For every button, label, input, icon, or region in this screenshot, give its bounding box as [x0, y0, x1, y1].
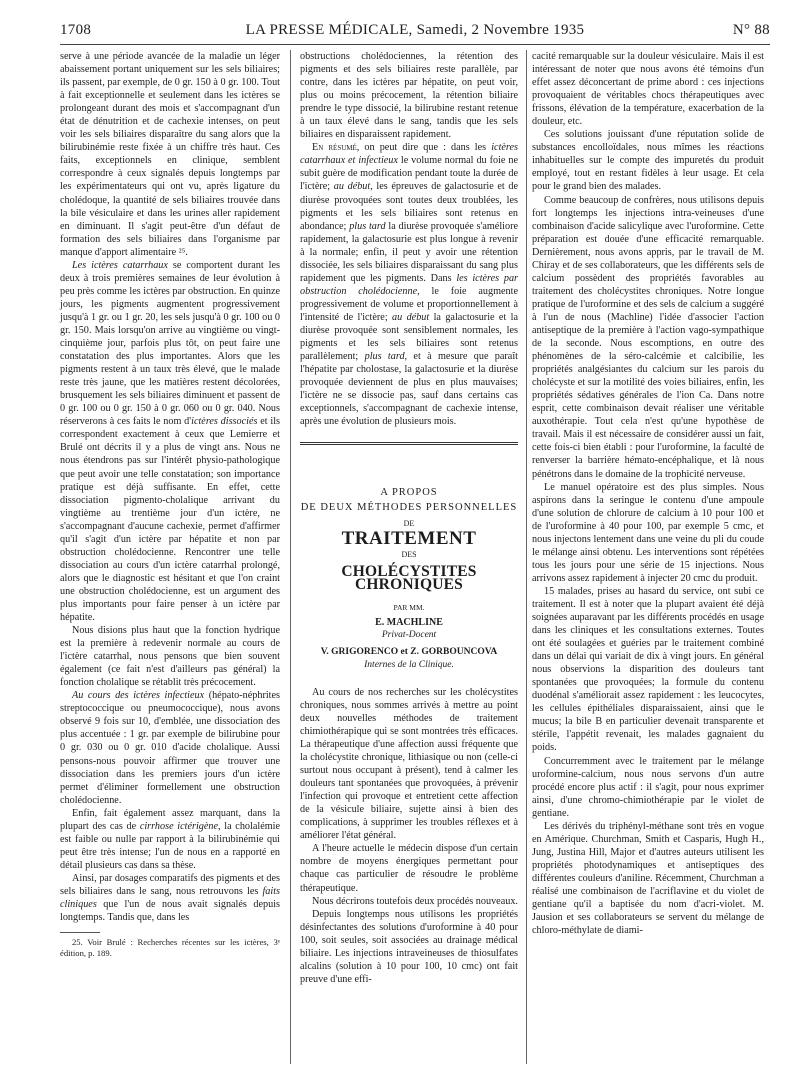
paragraph: 15 malades, prises au hasard du service, ont subi ce traitement. Il est à noter que la plupart avaient été déjà soignées auparavant par les différents procédés en usage dans les cliniques et les consultations externes. Toutes ont été soulagées et guéries par le traitement combiné dans un délai qui variait de dix à vingt jours. En général nous observions la disparition des douleurs tant spontanées que provoquées; la formule du contenu duodénal s'améliorait assez rapidement : les leucocytes, les cellules épithéliales disparaissaient, ainsi que le mucus; la bile B en particulier devenait transparente et stérile, l'appétit revenait, les malades gagnaient du poids. [532, 585, 764, 754]
journal-title: LA PRESSE MÉDICALE, Samedi, 2 Novembre 1935 [245, 22, 585, 38]
emphasis: ictères dissociés [191, 416, 258, 428]
footnote-rule [60, 932, 100, 933]
paragraph: obstructions cholédociennes, la rétention des pigments et des sels biliaires reste parallèle, par contre, dans les ictères par hépatite, on peut voir, plus ou moins précocement, la rétention biliaire prendre le type dissocié, la bilirubine restant retenue à un taux élevé dans le sang, tandis que les sels biliaires en disparaissent rapidement. [300, 51, 518, 141]
author-affiliation: Internes de la Clinique. [364, 659, 454, 670]
paragraph: Enfin, fait également assez marquant, dans la plupart des cas de cirrhose ictérigène, la cholalémie est faible ou nulle par rapport à la bilirubinémie qui peut être très intense; l'un de nous en a rapporté en détail plusieurs cas dans sa thèse. [60, 807, 280, 871]
title-kicker: A PROPOS [380, 487, 438, 499]
column-3 [532, 50, 764, 937]
page-header [60, 22, 770, 42]
paragraph: Au cours de nos recherches sur les cholécystites chroniques, nous sommes arrivés à mettre au point deux nouvelles méthodes de traitement chimiothérapique qui se sont montrées très efficaces. La thérapeutique d'une affection aussi fréquente que la cholécystite chronique, lithiasique ou non (celle-ci surtout nous occupant à présent), tend à calmer les douleurs tant spontanées que provoquées, à prévenir l'infection qui provoque et entretient cette affection de la vésicule biliaire, sujette ainsi à bien des complications, à supprimer les troubles réflexes et à améliorer l'état général. [300, 686, 518, 842]
header-rule [60, 44, 770, 45]
column-2 [300, 50, 518, 986]
emphasis: Au cours des ictères infectieux [72, 690, 205, 702]
issue-number: N° 88 [732, 22, 770, 38]
page-number: 1708 [60, 22, 92, 38]
article-title-block [300, 442, 518, 671]
byline-intro: PAR MM. [393, 602, 425, 612]
title-kicker-line2: DE DEUX MÉTHODES PERSONNELLES [300, 502, 518, 514]
column-divider [290, 50, 291, 1064]
paragraph: Le manuel opératoire est des plus simples. Nous aspirons dans la seringue le contenu d'une ampoule d'une solution de chlorure de calcium à 10 pour 100 et de l'uroformine à 40 pour 100, par exemple 5 cmc, et nous injectons lentement dans une veine du pli du coude le mélange ainsi obtenu. Les interventions sont répétées tous les jours pour une série de 15 injections. Nous arrivons assez rapidement à injecter 20 cmc du produit. [532, 481, 764, 584]
column-divider [526, 50, 527, 1064]
author-name: E. MACHLINE [375, 616, 443, 628]
article-title-subject: CHOLÉCYSTITES CHRONIQUES [341, 562, 477, 593]
paragraph: Les ictères catarrhaux se comportent durant les deux à trois premières semaines de leur évolution à peu près comme les ictères par obstruction. En quinze jours, les pigments augmentent progressivement jusqu'à 1 gr. ou 1 gr. 20, les sels jusqu'à 0 gr. 100 ou 0 gr. 150. Mais lorsqu'on arrive au vingtième ou vingt-cinquième jour, parfois plus tôt, on peut faire une constatation des plus importantes. Alors que les pigments restent à un taux très élevé, que le malade reste très jaune, que les matières restent décolorées, brusquement les sels biliaires diminuent et passent de 0 gr. 100 ou 0 gr. 150 à 0 gr. 060 ou 0 gr. 040. Nous réserverons à ces faits le nom d'ictères dissociés et ils correspondent exactement à ceux que Lemierre et Brulé ont décrits il y a plus de vingt ans. Nous ne nous étendrons pas sur l'intérêt physio-pathologique que peut avoir une telle constatation; son importance pratique est déjà suffisante. En effet, cette dissociation pigmento-cholalique arrivant du vingtième au trentième jour d'un ictère, ne s'accompagnant d'aucune cachexie, permet d'affirmer qu'il s'agit d'un ictère par hépatite et non par obstruction cholédocienne. Rencontrer une telle dissociation au cours d'un ictère catarrhal prolongé, alors que le diagnostic est hésitant et que l'on craint une obstruction cholédocienne, est un argument des plus importants pour faire penser à un ictère par hépatite. [60, 259, 280, 624]
emphasis: cirrhose ictérigène [139, 820, 219, 832]
paragraph: Concurremment avec le traitement par le mélange uroformine-calcium, nous nous servons d'un autre procédé encore plus actif : il s'agit, pour nous exprimer ainsi, d'une chromo-chimiothérapie par le violet de gentiane. [532, 755, 764, 819]
article-title-main: TRAITEMENT [341, 528, 477, 550]
column-1 [60, 50, 280, 959]
title-connector: DES [401, 550, 417, 560]
paragraph: Ces solutions jouissant d'une réputation solide de substances encolloïdales, nous mîmes les réactions inhabituelles sur le compte des impuretés du produit employé, tout en restant fidèles à leur usage. Et cela pour le grand bien des malades. [532, 129, 764, 193]
emphasis: Les ictères catarrhaux [72, 259, 168, 271]
paragraph: Ainsi, par dosages comparatifs des pigments et des sels biliaires dans le sang, nous retrouvons les faits cliniques que l'un de nous avait signalés depuis longtemps. Tandis que, dans les [60, 872, 280, 924]
paragraph: Les dérivés du triphényl-méthane sont très en vogue en Amérique. Churchman, Smith et Casparis, Hugh H., Jung, Justina Hill, Major et d'autres auteurs utilisent les propriétés photodynamiques et antiseptiques des différentes couleurs d'aniline. Récemment, Churchman a réalisé une combinaison de l'acriflavine et du violet de gentiane qu'il a baptisée du nom d'acri-violet. M. Jausion et ses collaborateurs se servent du mélange de chloro-méthylate de diami- [532, 820, 764, 937]
paragraph: Au cours des ictères infectieux (hépato-néphrites streptococcique ou pneumococcique), nous avons observé 9 fois sur 10, d'emblée, une dissociation des plus accentuée : 1 gr. par exemple de bilirubine pour 0 gr. 030 ou 0 gr. 010 d'acide cholalique. Aussi pensons-nous pouvoir affirmer que trouver une dissociation dans les premiers jours d'un ictère permet d'éliminer formellement une obstruction cholédocienne. [60, 690, 280, 806]
paragraph: Comme beaucoup de confrères, nous utilisons depuis fort longtemps les injections intra-veineuses d'une combinaison d'acide salicylique avec l'uroformine. Cette préparation est douée d'une efficacité remarquable. Dernièrement, nous avons appris, par le travail de M. Chiray et de ses collaborateurs, que les différents sels de calcium possèdent des propriétés favorables au traitement des cholécystites chroniques. Notre longue pratique de l'uroformine et des sels de calcium a suggéré à l'un de nous (Machline) l'idée d'associer l'action antiseptique de la première à l'action vago-sympathique de la seconde. Nous escomptions, en outre des phénomènes de la séro-calcémie et calcibilie, les propriétés analgésiantes du calcium sur les parois du cholécyste et sur la motilité des voies biliaires, enfin, les propriétés sédatives générales de l'ion Ca. Dans notre esprit, cette combinaison devait réaliser une véritable auxothérapie. Tout cela n'est qu'une hypothèse de travail. Mais il est nécessaire de considérer aussi un fait, cette fois-ci bien établi : pour l'uroformine, la faculté de renverser la barrière hémato-encéphalique, et là nous pénétrons dans le domaine de la trophicité nerveuse. [532, 194, 764, 480]
paragraph: A l'heure actuelle le médecin dispose d'un certain nombre de moyens énergiques permettant pour chaque cas particulier de résoudre le problème thérapeutique. [300, 843, 518, 894]
author-names: V. GRIGORENCO et Z. GORBOUNCOVA [320, 646, 498, 657]
author-affiliation: Privat-Docent [381, 629, 437, 640]
paragraph: En résumé, on peut dire que : dans les ictères catarrhaux et infectieux le volume normal du foie ne subit guère de modification pendant toute la durée de l'ictère; au début, les épreuves de galactosurie et de diurèse provoquées sont toutes deux troublées, les pigments et les sels biliaires sont retenus en abondance; plus tard la diurèse provoquée s'améliore rapidement, la galactosurie est plus longue à revenir à la normale; enfin, il peut y avoir une rétention dissociée, les sels biliaires disparaissant du sang plus rapidement que les pigments. Dans les ictères par obstruction cholédocienne, le foie augmente progressivement de volume et proportionnellement à l'intensité de l'ictère; au début la galactosurie et la diurèse provoquée sont sensiblement normales, les pigments et les sels biliaires sont retenus parallèlement; plus tard, et à mesure que paraît l'hépatite par cholostase, la galactosurie et la diurèse provoquée deviennent de plus en plus mauvaises; l'ictère ne se dissocie pas, sauf dans certains cas exceptionnels, s'accompagnant de cachexie intense, après une évolution de plusieurs mois. [300, 142, 519, 428]
paragraph: cacité remarquable sur la douleur vésiculaire. Mais il est intéressant de noter que nous avons été témoins d'un effet assez déconcertant de prime abord : ces injections provoquaient de véritables chocs thérapeutiques avec frissons, élévation de la température, exacerbation de la douleur, etc. [532, 51, 764, 128]
paragraph: Depuis longtemps nous utilisons les propriétés désinfectantes des solutions d'uroformine à 40 pour 100, soit seules, soit associées au drainage médical biliaire. Les injections intraveineuses de thiosulfates alcalins (solution à 10 pour 100, 10 cmc) ont fait preuve d'une effi- [300, 908, 518, 985]
emphasis: faits cliniques [60, 886, 280, 911]
paragraph: Nous décrirons toutefois deux procédés nouveaux. [312, 895, 518, 907]
footnote: 25. Voir Brulé : Recherches récentes sur les ictères, 3ᵉ édition, p. 189. [60, 937, 280, 959]
paragraph: serve à une période avancée de la maladie un léger abaissement portant uniquement sur les sels biliaires; ils passent, par exemple, de 0 gr. 150 à 0 gr. 100. Tout à fait exceptionnelle et seulement dans les ictères se prolongeant durant des mois et s'accompagnant d'un état de dénutrition et de cachexie intenses, on peut voir les sels biliaires disparaître du sang alors que la bilirubinémie reste fixée à un chiffre très haut. Ces faits, exceptionnels en clinique, semblent correspondre à ceux signalés depuis longtemps par les expérimentateurs qui ont vu, après ligature du cholédoque, la quantité de sels biliaires trouvée dans la bile vésiculaire et dans les urines aller rapidement en diminuant. Il s'agit peut-être d'un défaut de formation des sels biliaires dans l'organisme par manque d'apport alimentaire ²⁵. [60, 51, 280, 258]
paragraph: Nous disions plus haut que la fonction hydrique est la première à redevenir normale au cours de l'ictère catarrhal, nous pensons que bien souvent également (ce fait n'est d'ailleurs pas général) la fonction cholalique se rétablit très précocement. [60, 625, 280, 689]
title-connector: DE [403, 519, 415, 529]
